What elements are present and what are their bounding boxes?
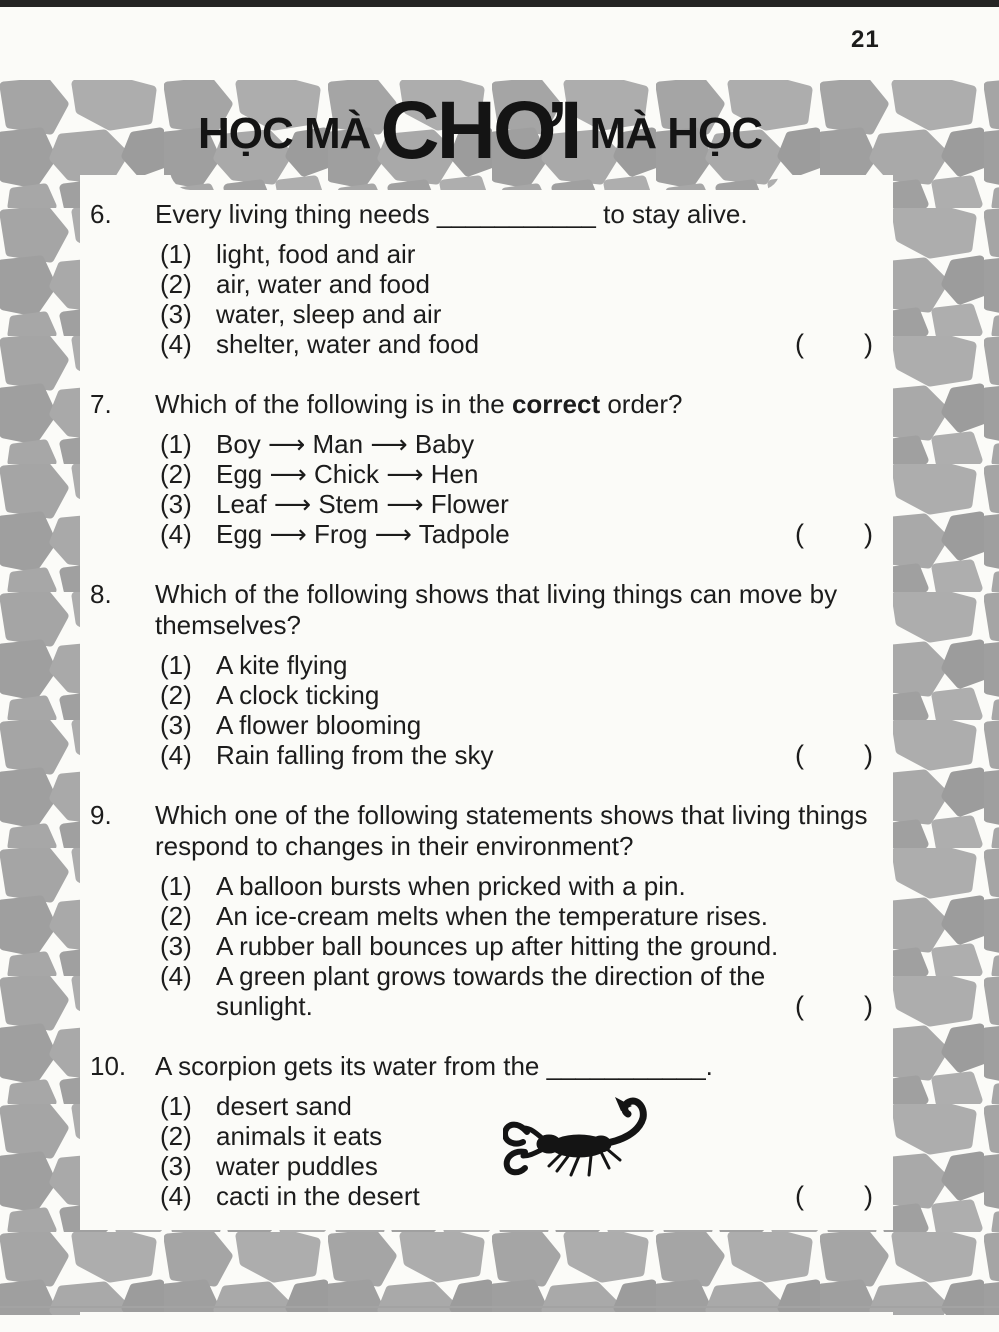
prompt-text: A scorpion gets its water from the ___________. (155, 1051, 713, 1081)
question-prompt (155, 800, 881, 862)
questions (90, 199, 881, 1211)
options-list (160, 429, 881, 549)
option-label: (1) (160, 871, 192, 901)
scorpion-illustration (503, 1094, 673, 1184)
question (90, 199, 881, 359)
prompt-text: Which of the following shows that living things can move by (155, 579, 838, 609)
paren-open: ( (795, 740, 804, 770)
question-number: 6. (90, 199, 112, 229)
paren-open: ( (795, 519, 804, 549)
option-label: (3) (160, 931, 192, 961)
option-text: cacti in the desert (216, 1181, 420, 1211)
option-row (160, 239, 881, 269)
page-title (150, 85, 810, 180)
answer-parens (795, 519, 881, 549)
option-text: Rain falling from the sky (216, 740, 494, 770)
prompt-line (155, 1051, 881, 1082)
option-text: A kite flying (216, 650, 348, 680)
option-text: Egg ⟶ Frog ⟶ Tadpole (216, 519, 510, 549)
question-header (90, 1051, 881, 1082)
question-header (90, 199, 881, 230)
option-label: (1) (160, 239, 192, 269)
prompt-text: Which one of the following statements shows that living things (155, 800, 868, 830)
option-text: animals it eats (216, 1121, 383, 1151)
option-text: A rubber ball bounces up after hitting the ground. (216, 931, 779, 961)
question (90, 800, 881, 1021)
prompt-bold-text: correct (511, 389, 601, 419)
question-prompt (155, 199, 881, 230)
option-text: An ice-cream melts when the temperature rises. (216, 901, 768, 931)
option-row (160, 740, 881, 770)
option-label: (4) (160, 1181, 192, 1211)
prompt-line (155, 199, 881, 230)
worksheet-content (80, 175, 893, 1241)
option-row (160, 650, 881, 680)
option-label: (1) (160, 1091, 192, 1121)
option-label: (3) (160, 489, 192, 519)
question-header (90, 800, 881, 862)
option-text: water, sleep and air (216, 299, 442, 329)
paren-close: ) (864, 740, 873, 770)
options-list (160, 871, 881, 1021)
option-label: (3) (160, 1151, 192, 1181)
option-text: Leaf ⟶ Stem ⟶ Flower (216, 489, 509, 519)
answer-parens (795, 329, 881, 359)
option-text: water puddles (216, 1151, 378, 1181)
option-text: A flower blooming (216, 710, 422, 740)
question (90, 1051, 881, 1211)
option-label: (3) (160, 299, 192, 329)
option-label: (2) (160, 1121, 192, 1151)
option-label: (2) (160, 901, 192, 931)
option-label: (2) (160, 269, 192, 299)
question-header (90, 579, 881, 641)
option-label: (2) (160, 680, 192, 710)
option-row (160, 931, 881, 961)
option-text: air, water and food (216, 269, 430, 299)
prompt-line (155, 579, 881, 610)
prompt-text: order? (600, 389, 683, 419)
page-title-post: MÀ HỌC (589, 109, 763, 158)
question-number: 10. (90, 1051, 127, 1081)
prompt-text: Which of the following is in the (155, 389, 512, 419)
prompt-text: Every living thing needs ___________ to stay alive. (155, 199, 748, 229)
option-label: (1) (160, 650, 192, 680)
option-row (160, 710, 881, 740)
question-prompt (155, 579, 881, 641)
option-row (160, 299, 881, 329)
option-row (160, 429, 881, 459)
bottom-border-line (0, 1306, 999, 1308)
options-list (160, 239, 881, 359)
page-title-big: CHƠI (380, 85, 580, 176)
option-label: (4) (160, 961, 192, 991)
option-row (160, 961, 881, 1021)
prompt-line (155, 800, 881, 831)
option-label: (4) (160, 740, 192, 770)
option-text: light, food and air (216, 239, 416, 269)
prompt-line (155, 389, 881, 420)
option-label: (2) (160, 459, 192, 489)
option-row (160, 871, 881, 901)
option-row (160, 901, 881, 931)
paren-close: ) (864, 519, 873, 549)
option-text: desert sand (216, 1091, 352, 1121)
paren-open: ( (795, 329, 804, 359)
paren-open: ( (795, 991, 804, 1021)
question-prompt (155, 1051, 881, 1082)
question-prompt (155, 389, 881, 420)
option-row (160, 269, 881, 299)
paren-close: ) (864, 991, 873, 1021)
question-number: 9. (90, 800, 112, 830)
paren-close: ) (864, 329, 873, 359)
option-row (160, 1181, 881, 1211)
prompt-text: respond to changes in their environment? (155, 831, 634, 861)
prompt-text: themselves? (155, 610, 301, 640)
option-label: (1) (160, 429, 192, 459)
options-list (160, 650, 881, 770)
paren-open: ( (795, 1181, 804, 1211)
option-text: shelter, water and food (216, 329, 480, 359)
page-title-pre: HỌC MÀ (197, 109, 371, 158)
question (90, 579, 881, 770)
option-label: (4) (160, 329, 192, 359)
prompt-line (155, 831, 881, 862)
option-text: A balloon bursts when pricked with a pin. (216, 871, 686, 901)
option-row (160, 519, 881, 549)
question-number: 8. (90, 579, 112, 609)
answer-parens (795, 1181, 881, 1211)
option-row (160, 680, 881, 710)
answer-parens (795, 740, 881, 770)
option-text: A clock ticking (216, 680, 380, 710)
option-text: A green plant grows towards the direction of the sunlight. (216, 961, 766, 1021)
option-text: Boy ⟶ Man ⟶ Baby (216, 429, 475, 459)
page-number: 21 (851, 26, 880, 53)
prompt-line (155, 610, 881, 641)
question-header (90, 389, 881, 420)
option-row (160, 459, 881, 489)
question (90, 389, 881, 549)
top-border-line (0, 0, 999, 7)
option-label: (4) (160, 519, 192, 549)
option-row (160, 329, 881, 359)
paren-close: ) (864, 1181, 873, 1211)
option-text: Egg ⟶ Chick ⟶ Hen (216, 459, 479, 489)
option-label: (3) (160, 710, 192, 740)
question-number: 7. (90, 389, 112, 419)
answer-parens (795, 991, 881, 1021)
option-row (160, 489, 881, 519)
